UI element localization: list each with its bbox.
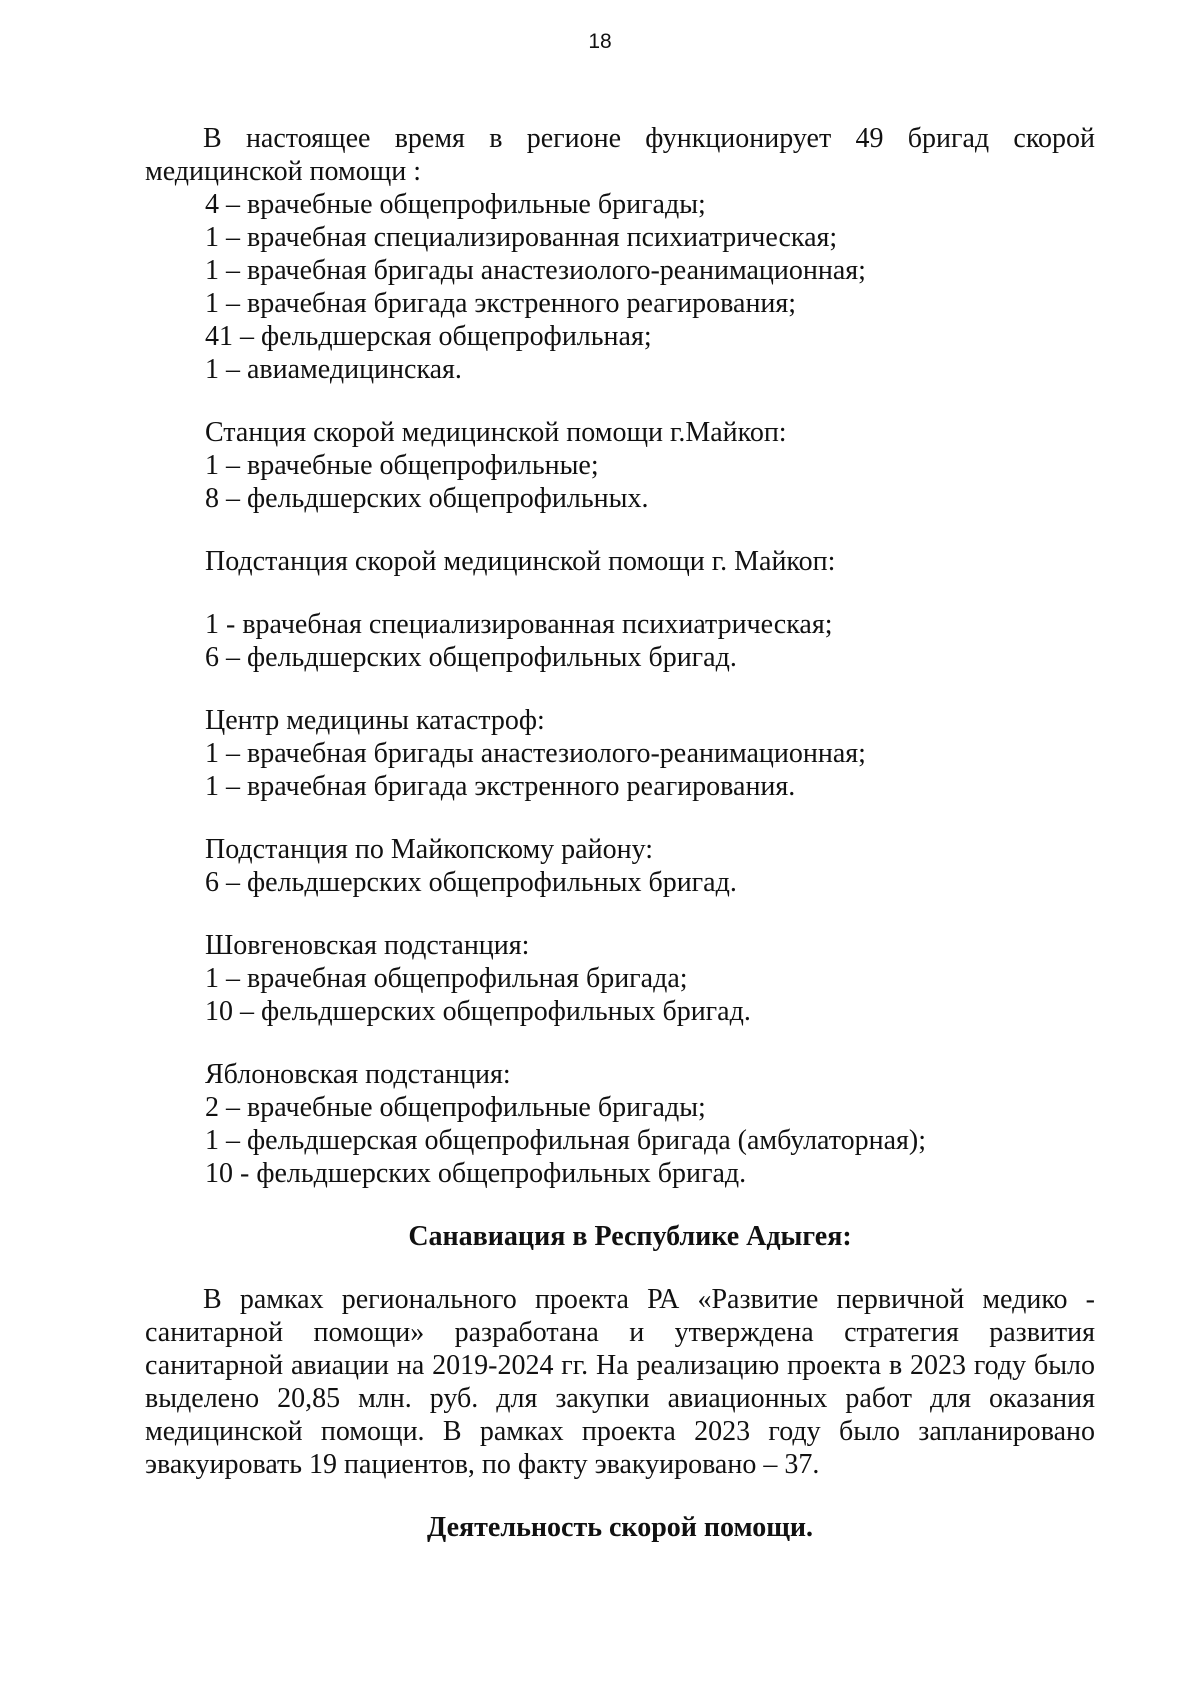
yablonovskaya-item: 1 – фельдшерская общепрофильная бригада (амбулаторная); <box>205 1125 927 1156</box>
page-number: 18 <box>588 30 612 53</box>
yablonovskaya-item: 2 – врачебные общепрофильные бригады; <box>205 1092 706 1123</box>
spacer <box>145 1253 1095 1283</box>
spacer <box>145 899 1095 929</box>
yablonovskaya-title: Яблоновская подстанция: <box>205 1059 511 1090</box>
maikop-district-title: Подстанция по Майкопскому району: <box>205 834 653 865</box>
station-maikop-item: 8 – фельдшерских общепрофильных. <box>205 483 649 514</box>
disaster-center-item: 1 – врачебная бригады анастезиолого-реанимационная; <box>205 738 866 769</box>
spacer <box>145 578 1095 608</box>
yablonovskaya-item: 10 - фельдшерских общепрофильных бригад. <box>205 1158 747 1189</box>
spacer <box>145 1028 1095 1058</box>
disaster-center-title: Центр медицины катастроф: <box>205 705 545 736</box>
ambulance-activity-heading: Деятельность скорой помощи. <box>427 1512 813 1543</box>
sanaviation-heading: Санавиация в Республике Адыгея: <box>408 1221 852 1252</box>
intro-item: 1 – авиамедицинская. <box>205 354 462 385</box>
shovgenovskaya-item: 1 – врачебная общепрофильная бригада; <box>205 963 688 994</box>
intro-item: 4 – врачебные общепрофильные бригады; <box>205 189 706 220</box>
station-maikop-title: Станция скорой медицинской помощи г.Майкоп: <box>205 417 787 448</box>
intro-item: 1 – врачебная бригада экстренного реагирования; <box>205 288 797 319</box>
spacer <box>145 515 1095 545</box>
spacer <box>145 1481 1095 1511</box>
substation-maikop-title: Подстанция скорой медицинской помощи г. Майкоп: <box>205 546 836 577</box>
intro-item: 1 – врачебная бригады анастезиолого-реанимационная; <box>205 255 866 286</box>
maikop-district-item: 6 – фельдшерских общепрофильных бригад. <box>205 867 737 898</box>
spacer <box>145 803 1095 833</box>
intro-item: 41 – фельдшерская общепрофильная; <box>205 321 652 352</box>
spacer <box>145 1190 1095 1220</box>
shovgenovskaya-title: Шовгеновская подстанция: <box>205 930 530 961</box>
spacer <box>145 386 1095 416</box>
intro-item: 1 – врачебная специализированная психиатрическая; <box>205 222 838 253</box>
substation-maikop-item: 1 - врачебная специализированная психиатрическая; <box>205 609 833 640</box>
station-maikop-item: 1 – врачебные общепрофильные; <box>205 450 599 481</box>
document-body <box>145 122 1095 1544</box>
substation-maikop-item: 6 – фельдшерских общепрофильных бригад. <box>205 642 737 673</box>
spacer <box>145 674 1095 704</box>
shovgenovskaya-item: 10 – фельдшерских общепрофильных бригад. <box>205 996 751 1027</box>
intro-paragraph: В настоящее время в регионе функционирует 49 бригад скорой медицинской помощи : <box>145 123 1095 187</box>
sanaviation-paragraph: В рамках регионального проекта РА «Развитие первичной медико - санитарной помощи» разработана и утверждена стратегия развития санитарной авиации на 2019-2024 гг. На реализацию проекта в 2023 году было выделено 20,85 млн. руб. для закупки авиационных работ для оказания медицинской помощи. В рамках проекта 2023 году было запланировано эвакуировать 19 пациентов, по факту эвакуировано – 37. <box>145 1284 1095 1480</box>
disaster-center-item: 1 – врачебная бригада экстренного реагирования. <box>205 771 796 802</box>
